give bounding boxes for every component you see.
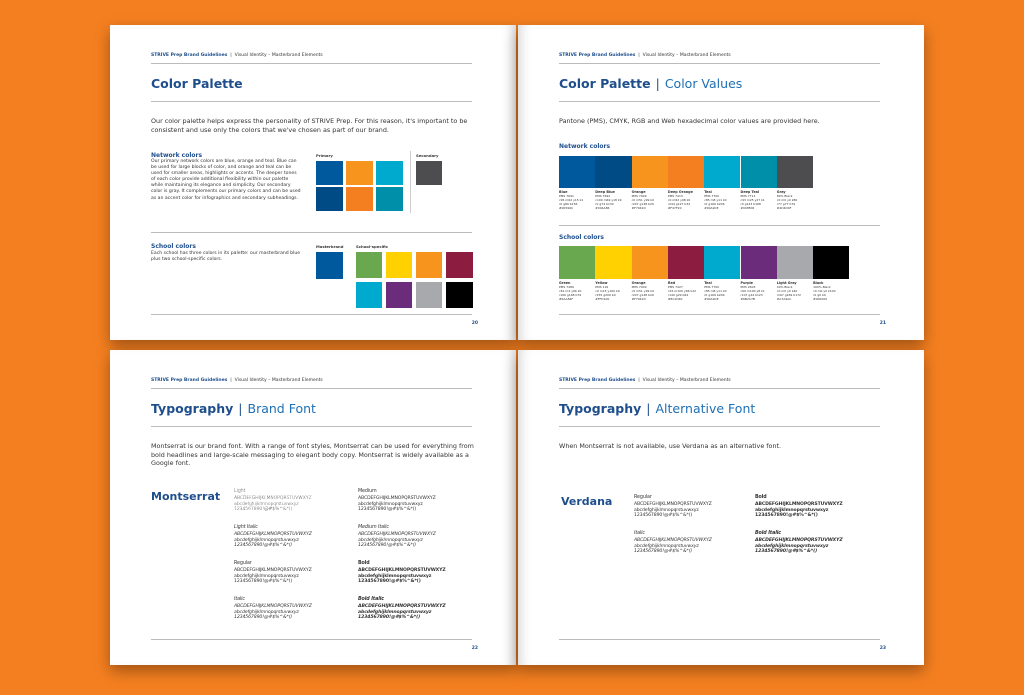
color-name: Teal (704, 190, 712, 194)
specimen-bold (358, 561, 476, 585)
school-colors-heading: School colors (151, 243, 196, 250)
swatch-orange (632, 246, 668, 279)
specimen-nums: 1234567890!@#$%^&*() (634, 549, 693, 555)
page-number: 21 (879, 321, 886, 326)
primary-label: Primary (316, 153, 333, 158)
color-value-line: #6AA84F (559, 296, 574, 301)
color-values-deep-orange (668, 191, 702, 211)
color-name: Red (667, 281, 676, 285)
divider (151, 232, 472, 233)
color-name: Yellow (595, 281, 608, 285)
divider (151, 101, 472, 102)
specimen-nums: 1234567890!@#$%^&*() (755, 513, 818, 519)
color-value-line: r0 g169 b206 (704, 292, 725, 297)
color-values-orange (632, 282, 666, 302)
color-values-teal (704, 282, 738, 302)
color-value-line: PMS 7409 (631, 284, 647, 289)
specimen-upper: ABCDEFGHIJKLMNOPQRSTUVWXYZ (234, 531, 312, 537)
color-value-line: r0 g169 b206 (704, 201, 725, 206)
color-value-line: r77 g77 b79 (776, 201, 796, 206)
divider (151, 426, 472, 427)
color-value-line: PMS 7489 (559, 284, 574, 289)
color-value-line: PMS 7691 (559, 193, 574, 198)
network-colors-heading: Network colors (151, 152, 203, 159)
swatch-purple (741, 246, 777, 279)
color-value-line: #FFD100 (595, 296, 610, 301)
color-value-line: PMS 7700 (704, 284, 720, 289)
color-value-line: 40% Black (776, 284, 793, 289)
color-name: Black (813, 281, 824, 285)
specimen-upper: ABCDEFGHIJKLMNOPQRSTUVWXYZ (358, 495, 436, 501)
page-number: 22 (471, 646, 478, 651)
page-22-brand-font (110, 350, 516, 665)
divider (559, 388, 880, 389)
swatch-black (813, 246, 849, 279)
specimen-name: Regular (634, 495, 652, 500)
swatch-green (559, 246, 595, 279)
page-number: 20 (471, 321, 478, 326)
swatch-black (446, 282, 473, 308)
color-values-red (668, 282, 702, 302)
swatch-orange (416, 252, 442, 278)
color-value-line: r140 g29 b64 (667, 292, 689, 297)
page-number: 23 (879, 646, 886, 651)
swatch-blue (559, 156, 595, 188)
divider (559, 225, 880, 226)
color-value-line: #004A86 (595, 205, 610, 210)
color-value-line: r247 g148 b29 (631, 201, 654, 206)
specimen-name: Medium Italic (358, 525, 389, 530)
color-name: Deep Teal (740, 190, 760, 194)
school-specific-label: School-specific (356, 244, 388, 249)
color-value-line: #00A9CE (704, 205, 719, 210)
header-section: Visual Identity – Masterbrand Elements (642, 53, 731, 58)
specimen-name: Italic (234, 597, 245, 602)
color-name: Purple (740, 281, 753, 285)
color-value-line: #F47F20 (667, 205, 682, 210)
swatch-teal (376, 161, 403, 185)
specimen-lower: abcdefghijklmnopqrstuvwxyz (358, 609, 432, 615)
color-name: Gray (776, 190, 786, 194)
color-value-line: r106 g168 b79 (559, 292, 582, 297)
specimen-medium-italic (358, 525, 476, 549)
swatch-purple (386, 282, 412, 308)
running-header: STRIVE Prep Brand Guidelines | Visual Identity – Masterbrand Elements (559, 53, 731, 58)
specimen-lower: abcdefghijklmnopqrstuvwxyz (358, 537, 423, 543)
color-value-line: c25 m100 y66 k22 (667, 288, 697, 293)
specimen-nums: 1234567890!@#$%^&*() (358, 543, 417, 549)
color-value-line: PMS 7711 (740, 193, 756, 198)
specimen-nums: 1234567890!@#$%^&*() (755, 549, 818, 555)
intro-text: Pantone (PMS), CMYK, RGB and Web hexadecimal color values are provided here. (559, 117, 820, 125)
swatch-orange (346, 161, 373, 185)
color-values-black (813, 282, 847, 302)
specimen-name: Bold Italic (755, 531, 782, 536)
specimen-upper: ABCDEFGHIJKLMNOPQRSTUVWXYZ (358, 603, 446, 609)
swatch-light-gray (777, 246, 813, 279)
specimen-nums: 1234567890!@#$%^&*() (234, 543, 293, 549)
swatch-deep-blue (316, 187, 343, 211)
specimen-name: Italic (634, 531, 645, 536)
specimen-name: Bold (358, 561, 370, 566)
color-values-gray (777, 191, 811, 211)
color-value-line: #4D4D4F (776, 205, 792, 210)
color-value-line: c0 m15 y100 k0 (595, 288, 620, 293)
color-value-line: c93 m25 y27 k1 (740, 197, 765, 202)
color-value-line: PMS 7413 (667, 193, 683, 198)
specimen-upper: ABCDEFGHIJKLMNOPQRSTUVWXYZ (234, 495, 312, 501)
swatch-deep-teal (741, 156, 777, 188)
running-header: STRIVE Prep Brand Guidelines | Visual Identity – Masterbrand Elements (559, 378, 731, 383)
swatch-red (668, 246, 704, 279)
divider (559, 639, 880, 640)
specimen-upper: ABCDEFGHIJKLMNOPQRSTUVWXYZ (634, 501, 712, 507)
color-value-line: c100 m69 y18 k9 (595, 197, 622, 202)
swatch-teal (704, 246, 740, 279)
header-section: Visual Identity – Masterbrand Elements (642, 378, 731, 383)
specimen-lower: abcdefghijklmnopqrstuvwxyz (358, 573, 432, 579)
color-name: Teal (704, 281, 712, 285)
network-colors-text: Our primary network colors are blue, orange and teal. Blue can be used for large blocks of color, and orange and teal can be used for smaller areas, highlights or accents. The deeper tones of each color provide additional flexibility within our palette while maintaining its elegance and simplicity. Our secondary color is gray. It complements our primary colors and can be used as an accent color for infographics and secondary subheadings. (151, 159, 301, 201)
color-name: Deep Orange (667, 190, 693, 194)
specimen-name: Regular (234, 561, 252, 566)
specimen-lower: abcdefghijklmnopqrstuvwxyz (234, 609, 299, 615)
color-values-purple (741, 282, 775, 302)
color-value-line: #000000 (813, 296, 828, 301)
color-name: Blue (559, 190, 568, 194)
font-name-montserrat: Montserrat (151, 490, 221, 503)
swatch-gray (416, 161, 442, 185)
secondary-label: Secondary (416, 153, 439, 158)
color-value-line: PMS 7692 (595, 193, 611, 198)
school-colors-heading: School colors (559, 234, 604, 241)
page-title: Color Palette (151, 76, 243, 91)
school-colors-text: Each school has three colors in its palette: our masterbrand blue plus two school-specific colors. (151, 251, 301, 263)
specimen-name: Bold Italic (358, 597, 385, 602)
intro-text: Montserrat is our brand font. With a range of font styles, Montserrat can be used for everything from bold headlines and large-scale messaging to elegant body copy. Montserrat is widely available as a Google font. (151, 442, 474, 468)
color-value-line: #F7941D (631, 205, 646, 210)
color-value-line: r255 g209 b0 (595, 292, 616, 297)
swatch-teal (704, 156, 740, 188)
specimen-lower: abcdefghijklmnopqrstuvwxyz (234, 537, 299, 543)
header-brand: STRIVE Prep Brand Guidelines (559, 53, 636, 58)
color-value-line: c85 m8 y11 k0 (704, 197, 727, 202)
color-value-line: r107 g44 b123 (740, 292, 763, 297)
page-20-color-palette (110, 25, 516, 340)
specimen-nums: 1234567890!@#$%^&*() (358, 507, 417, 513)
header-brand: STRIVE Prep Brand Guidelines (559, 378, 636, 383)
running-header: STRIVE Prep Brand Guidelines | Visual Identity – Masterbrand Elements (151, 53, 323, 58)
color-value-line: r0 g143 b168 (740, 201, 761, 206)
header-section: Visual Identity – Masterbrand Elements (234, 53, 323, 58)
divider (151, 63, 472, 64)
page-title: Typography | Brand Font (151, 401, 316, 416)
specimen-lower: abcdefghijklmnopqrstuvwxyz (234, 573, 299, 579)
specimen-upper: ABCDEFGHIJKLMNOPQRSTUVWXYZ (234, 603, 312, 609)
header-section: Visual Identity – Masterbrand Elements (234, 378, 323, 383)
specimen-lower: abcdefghijklmnopqrstuvwxyz (755, 543, 829, 549)
swatch-gray (777, 156, 813, 188)
divider (151, 388, 472, 389)
color-value-line: c85 m8 y11 k0 (704, 288, 727, 293)
specimen-lower: abcdefghijklmnopqrstuvwxyz (634, 543, 699, 549)
color-value-line: c0 m62 y98 k0 (667, 197, 691, 202)
color-values-teal (704, 191, 738, 211)
specimen-light-italic (234, 525, 352, 549)
color-value-line: c0 m0 y0 k40 (776, 288, 798, 293)
color-value-line: 100% Black (813, 284, 831, 289)
specimen-name: Light (234, 489, 246, 494)
color-values-blue (559, 191, 593, 211)
color-value-line: #6B2C7B (740, 296, 755, 301)
specimen-lower: abcdefghijklmnopqrstuvwxyz (634, 507, 699, 513)
specimen-lower: abcdefghijklmnopqrstuvwxyz (755, 507, 829, 513)
specimen-regular (634, 495, 752, 519)
page-title: Color Palette | Color Values (559, 76, 743, 91)
color-name: Green (559, 281, 571, 285)
specimen-nums: 1234567890!@#$%^&*() (234, 507, 293, 513)
font-name-verdana: Verdana (561, 495, 613, 508)
swatch-yellow (386, 252, 412, 278)
specimen-lower: abcdefghijklmnopqrstuvwxyz (234, 501, 299, 507)
divider (559, 63, 880, 64)
color-value-line: c61 m4 y96 k0 (559, 288, 582, 293)
color-value-line: r247 g148 b29 (631, 292, 654, 297)
color-value-line: 80% Black (776, 193, 793, 198)
network-colors-heading: Network colors (559, 143, 611, 150)
divider-vertical (410, 151, 411, 213)
page-21-color-values (518, 25, 924, 340)
specimen-italic (234, 597, 352, 621)
color-name: Deep Blue (595, 190, 615, 194)
swatch-orange (632, 156, 668, 188)
intro-text: When Montserrat is not available, use Verdana as an alternative font. (559, 442, 782, 450)
specimen-medium (358, 489, 476, 513)
specimen-upper: ABCDEFGHIJKLMNOPQRSTUVWXYZ (755, 537, 843, 543)
color-value-line: PMS 7700 (704, 193, 720, 198)
specimen-nums: 1234567890!@#$%^&*() (634, 513, 693, 519)
specimen-upper: ABCDEFGHIJKLMNOPQRSTUVWXYZ (234, 567, 312, 573)
specimen-upper: ABCDEFGHIJKLMNOPQRSTUVWXYZ (755, 501, 843, 507)
color-value-line: c0 m51 y99 k0 (631, 288, 654, 293)
specimen-light (234, 489, 352, 513)
specimen-name: Bold (755, 495, 767, 500)
color-value-line: c0 m0 y0 k80 (776, 197, 798, 202)
color-values-yellow (595, 282, 629, 302)
color-value-line: #8C1D40 (667, 296, 683, 301)
swatch-deep-blue (595, 156, 631, 188)
running-header: STRIVE Prep Brand Guidelines | Visual Identity – Masterbrand Elements (151, 378, 323, 383)
swatch-teal (356, 282, 382, 308)
masterbrand-label: Masterbrand (316, 244, 344, 249)
color-values-green (559, 282, 593, 302)
swatch-green (356, 252, 382, 278)
color-value-line: c0 m0 y0 k100 (813, 288, 836, 293)
divider (151, 314, 472, 315)
color-value-line: c0 m51 y99 k0 (631, 197, 654, 202)
divider (559, 314, 880, 315)
color-value-line: #00A9CE (704, 296, 719, 301)
specimen-bold-italic (755, 531, 873, 555)
color-value-line: PMS 116 (595, 284, 609, 289)
swatch-deep-teal (376, 187, 403, 211)
color-value-line: c95 m62 y15 k1 (559, 197, 584, 202)
specimen-regular (234, 561, 352, 585)
color-value-line: r0 g89 b156 (559, 201, 578, 206)
color-values-deep-teal (741, 191, 775, 211)
swatch-light-gray (416, 282, 442, 308)
swatch-deep-orange (346, 187, 373, 211)
page-title: Typography | Alternative Font (559, 401, 756, 416)
color-value-line: PMS 2603 (740, 284, 756, 289)
swatch-blue (316, 161, 343, 185)
specimen-nums: 1234567890!@#$%^&*() (358, 615, 421, 621)
specimen-bold-italic (358, 597, 476, 621)
color-value-line: #F7941D (631, 296, 646, 301)
specimen-nums: 1234567890!@#$%^&*() (358, 579, 421, 585)
page-23-alternative-font (518, 350, 924, 665)
color-value-line: #00599C (559, 205, 574, 210)
specimen-nums: 1234567890!@#$%^&*() (234, 579, 293, 585)
swatch-red (446, 252, 473, 278)
color-name: Orange (631, 190, 646, 194)
color-values-deep-blue (595, 191, 629, 211)
color-value-line: #008FA8 (740, 205, 755, 210)
color-value-line: r0 g0 b0 (813, 292, 826, 297)
color-name: Light Gray (776, 281, 797, 285)
specimen-lower: abcdefghijklmnopqrstuvwxyz (358, 501, 423, 507)
specimen-upper: ABCDEFGHIJKLMNOPQRSTUVWXYZ (358, 531, 436, 537)
color-value-line: r167 g169 b172 (776, 292, 801, 297)
swatch-yellow (595, 246, 631, 279)
swatch-deep-orange (668, 156, 704, 188)
header-brand: STRIVE Prep Brand Guidelines (151, 378, 228, 383)
divider (559, 101, 880, 102)
header-brand: STRIVE Prep Brand Guidelines (151, 53, 228, 58)
divider (559, 426, 880, 427)
specimen-name: Light Italic (234, 525, 258, 530)
color-value-line: r0 g74 b134 (595, 201, 614, 206)
specimen-nums: 1234567890!@#$%^&*() (234, 615, 293, 621)
color-value-line: PMS 7427 (667, 284, 683, 289)
color-value-line: #A7A9AC (776, 296, 792, 301)
specimen-upper: ABCDEFGHIJKLMNOPQRSTUVWXYZ (634, 537, 712, 543)
color-name: Orange (631, 281, 646, 285)
color-value-line: PMS 7409 (631, 193, 647, 198)
swatch-masterbrand-blue (316, 252, 343, 279)
specimen-upper: ABCDEFGHIJKLMNOPQRSTUVWXYZ (358, 567, 446, 573)
color-value-line: c69 m100 y8 k1 (740, 288, 765, 293)
intro-text: Our color palette helps express the personality of STRIVE Prep. For this reason, it's important to be consistent and use only the colors that we've chosen as part of our brand. (151, 117, 468, 134)
color-value-line: r244 g127 b32 (667, 201, 691, 206)
specimen-italic (634, 531, 752, 555)
color-values-light-gray (777, 282, 811, 302)
divider (151, 639, 472, 640)
specimen-bold (755, 495, 873, 519)
color-values-orange (632, 191, 666, 211)
specimen-name: Medium (358, 489, 377, 494)
